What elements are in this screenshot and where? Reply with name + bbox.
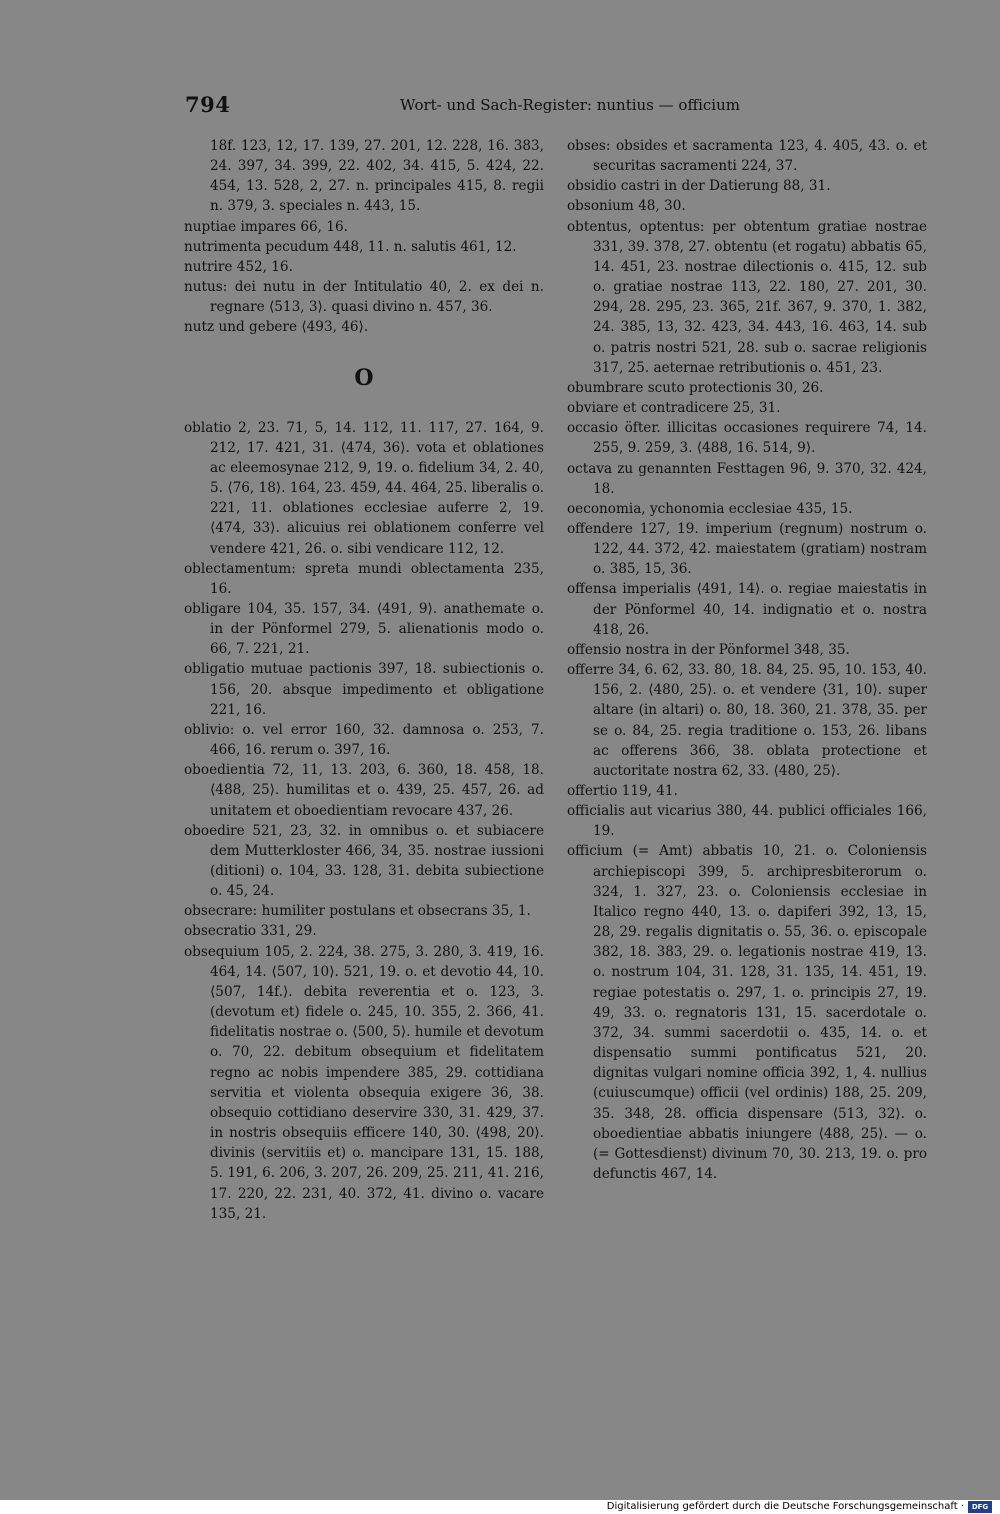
- index-entry: nuptiae impares 66, 16.: [184, 218, 348, 235]
- digitization-credit: Digitalisierung gefördert durch die Deutsche Forschungsgemeinschaft ·: [606, 1501, 964, 1512]
- index-entry: occasio öfter. illicitas occasiones requirere 74, 14. 255, 9. 259, 3. ⟨488, 16. 514, 9⟩.: [567, 420, 927, 457]
- right-column: [567, 136, 927, 1184]
- index-entry: octava zu genannten Festtagen 96, 9. 370, 32. 424, 18.: [567, 460, 927, 497]
- index-entry: oeconomia, ychonomia ecclesiae 435, 15.: [567, 500, 853, 517]
- index-entry: oblatio 2, 23. 71, 5, 14. 112, 11. 117, 27. 164, 9. 212, 17. 421, 31. ⟨474, 36⟩. vota et oblationes ac eleemosynae 212, 9, 19. o. fidelium 34, 2. 40, 5. ⟨76, 18⟩. 164, 23. 459, 44. 464, 25. liberalis o. 221, 11. oblationes ecclesiae auferre 2, 19. ⟨474, 33⟩. alicuius rei oblationem conferre vel vendere 421, 26. o. sibi vendicare 112, 12.: [184, 419, 544, 557]
- index-entry: offensio nostra in der Pönformel 348, 35.: [567, 641, 850, 658]
- section-letter: O: [354, 364, 374, 391]
- index-entry: nutz und gebere ⟨493, 46⟩.: [184, 319, 369, 336]
- running-head: Wort- und Sach-Register: nuntius — officium: [400, 96, 740, 114]
- page-header: [185, 92, 740, 118]
- index-entry: nutrimenta pecudum 448, 11. n. salutis 461, 12.: [184, 238, 517, 255]
- index-entry: offensa imperialis ⟨491, 14⟩. o. regiae maiestatis in der Pönformel 40, 14. indignatio et o. nostra 418, 26.: [567, 581, 927, 638]
- index-entry: obsequium 105, 2. 224, 38. 275, 3. 280, 3. 419, 16. 464, 14. ⟨507, 10⟩. 521, 19. o. et devotio 44, 10. ⟨507, 14f.⟩. debita reverentia et o. 123, 3. (devotum et) fidele o. 245, 10. 355, 2. 366, 41. fidelitatis nostrae o. ⟨500, 5⟩. humile et devotum o. 70, 22. debitum obsequium et fidelitatem regno ac nobis impendere 385, 29. cottidiana servitia et violenta obsequia exigere 36, 38. obsequio cottidiano deservire 330, 31. 429, 37. in nostris obsequiis efficere 140, 30. ⟨498, 20⟩. divinis (servitiis et) o. mancipare 131, 15. 188, 5. 191, 6. 206, 3. 207, 26. 209, 25. 211, 41. 216, 17. 220, 22. 231, 40. 372, 41. divino o. vacare 135, 21.: [184, 943, 544, 1222]
- index-entry: obsecratio 331, 29.: [184, 923, 317, 940]
- index-entry: obsidio castri in der Datierung 88, 31.: [567, 178, 831, 195]
- index-entry: offerre 34, 6. 62, 33. 80, 18. 84, 25. 95, 10. 153, 40. 156, 2. ⟨480, 25⟩. o. et vendere ⟨31, 10⟩. super altare (in altari) o. 80, 18. 360, 21. 378, 35. per se o. 84, 25. regia traditione o. 153, 26. libans ac offerens 366, 38. oblata protectione et auctoritate nostra 62, 33. ⟨480, 25⟩.: [567, 662, 927, 779]
- index-entry: nutus: dei nutu in der Intitulatio 40, 2. ex dei n. regnare ⟨513, 3⟩. quasi divino n. 457, 36.: [184, 279, 544, 316]
- index-entry: oboedientia 72, 11, 13. 203, 6. 360, 18. 458, 18. ⟨488, 25⟩. humilitas et o. 439, 25. 457, 26. ad unitatem et oboedientiam revocare 437, 26.: [184, 762, 544, 819]
- index-entry: oblivio: o. vel error 160, 32. damnosa o. 253, 7. 466, 16. rerum o. 397, 16.: [184, 721, 544, 759]
- entries-before-section: [184, 136, 544, 338]
- index-entry: oblectamentum: spreta mundi oblectamenta 235, 16.: [184, 560, 544, 597]
- index-entry: obses: obsides et sacramenta 123, 4. 405, 43. o. et securitas sacramenti 224, 37.: [567, 138, 927, 175]
- index-entry: obsecrare: humiliter postulans et obsecrans 35, 1.: [184, 903, 531, 920]
- index-entry: obligatio mutuae pactionis 397, 18. subiectionis o. 156, 20. absque impedimento et obligatione 221, 16.: [184, 661, 544, 718]
- right-column-entries: [567, 136, 927, 1184]
- index-entry: oboedire 521, 23, 32. in omnibus o. et subiacere dem Mutterkloster 466, 34, 35. nostrae iussioni (ditioni) o. 104, 33. 128, 31. debita subiectione o. 45, 24.: [184, 822, 544, 900]
- left-column: [184, 136, 544, 1224]
- index-entry: officium (= Amt) abbatis 10, 21. o. Coloniensis archiepiscopi 399, 5. archipresbiterorum o. 324, 1. 327, 23. o. Coloniensis ecclesiae in Italico regno 440, 13. o. dapiferi 392, 13, 15, 28, 29. regalis dignitatis o. 55, 36. o. episcopale 382, 18. 383, 29. o. legationis nostrae 419, 13. o. nostrum 104, 31. 128, 31. 135, 14. 451, 19. regiae potestatis o. 297, 1. o. principis 27, 19. 49, 33. o. regnatoris 131, 15. sacerdotale o. 372, 34. summi sacerdotii o. 435, 14. o. et dispensatio summi pontificatus 521, 20. dignitas vulgari nomine officia 392, 1, 4. nullius (cuiuscumque) officii (vel ordinis) 188, 25. 209, 35. 348, 28. officia dispensare ⟨513, 32⟩. o. oboedientiae abbatis iniungere ⟨488, 25⟩. — o. (= Gottesdienst) divinum 70, 30. 213, 19. o. pro defunctis 467, 14.: [567, 843, 927, 1182]
- index-entry: offendere 127, 19. imperium (regnum) nostrum o. 122, 44. 372, 42. maiestatem (gratiam) nostram o. 385, 15, 36.: [567, 520, 927, 578]
- index-entry: obligare 104, 35. 157, 34. ⟨491, 9⟩. anathemate o. in der Pönformel 279, 5. alienationis modo o. 66, 7. 221, 21.: [184, 600, 544, 658]
- index-entry: obumbrare scuto protectionis 30, 26.: [567, 379, 824, 396]
- index-entry: 18f. 123, 12, 17. 139, 27. 201, 12. 228, 16. 383, 24. 397, 34. 399, 22. 402, 34. 415, 5. 424, 22. 454, 13. 528, 2, 27. n. principales 415, 8. regii n. 379, 3. speciales n. 443, 15.: [210, 138, 544, 215]
- index-entry: nutrire 452, 16.: [184, 258, 293, 275]
- index-entry: obviare et contradicere 25, 31.: [567, 400, 781, 417]
- dfg-logo: DFG: [968, 1501, 992, 1513]
- index-entry: obtentus, optentus: per obtentum gratiae nostrae 331, 39. 378, 27. obtentu (et rogatu) abbatis 65, 14. 451, 23. nostrae dilectionis o. 415, 12. sub o. gratiae nostrae 113, 22. 180, 27. 201, 30. 294, 28. 295, 23. 365, 21f. 367, 9. 370, 1. 382, 24. 385, 13, 32. 423, 34. 443, 16. 463, 14. sub o. patris nostri 521, 28. sub o. sacrae religionis 317, 25. aeternae retributionis o. 451, 23.: [567, 218, 927, 376]
- entries-after-section: [184, 418, 544, 1224]
- index-entry: obsonium 48, 30.: [567, 198, 686, 215]
- index-entry: offertio 119, 41.: [567, 783, 678, 799]
- page-number: 794: [185, 92, 231, 117]
- index-entry: officialis aut vicarius 380, 44. publici officiales 166, 19.: [567, 803, 927, 840]
- footer-bar: [0, 1500, 1000, 1514]
